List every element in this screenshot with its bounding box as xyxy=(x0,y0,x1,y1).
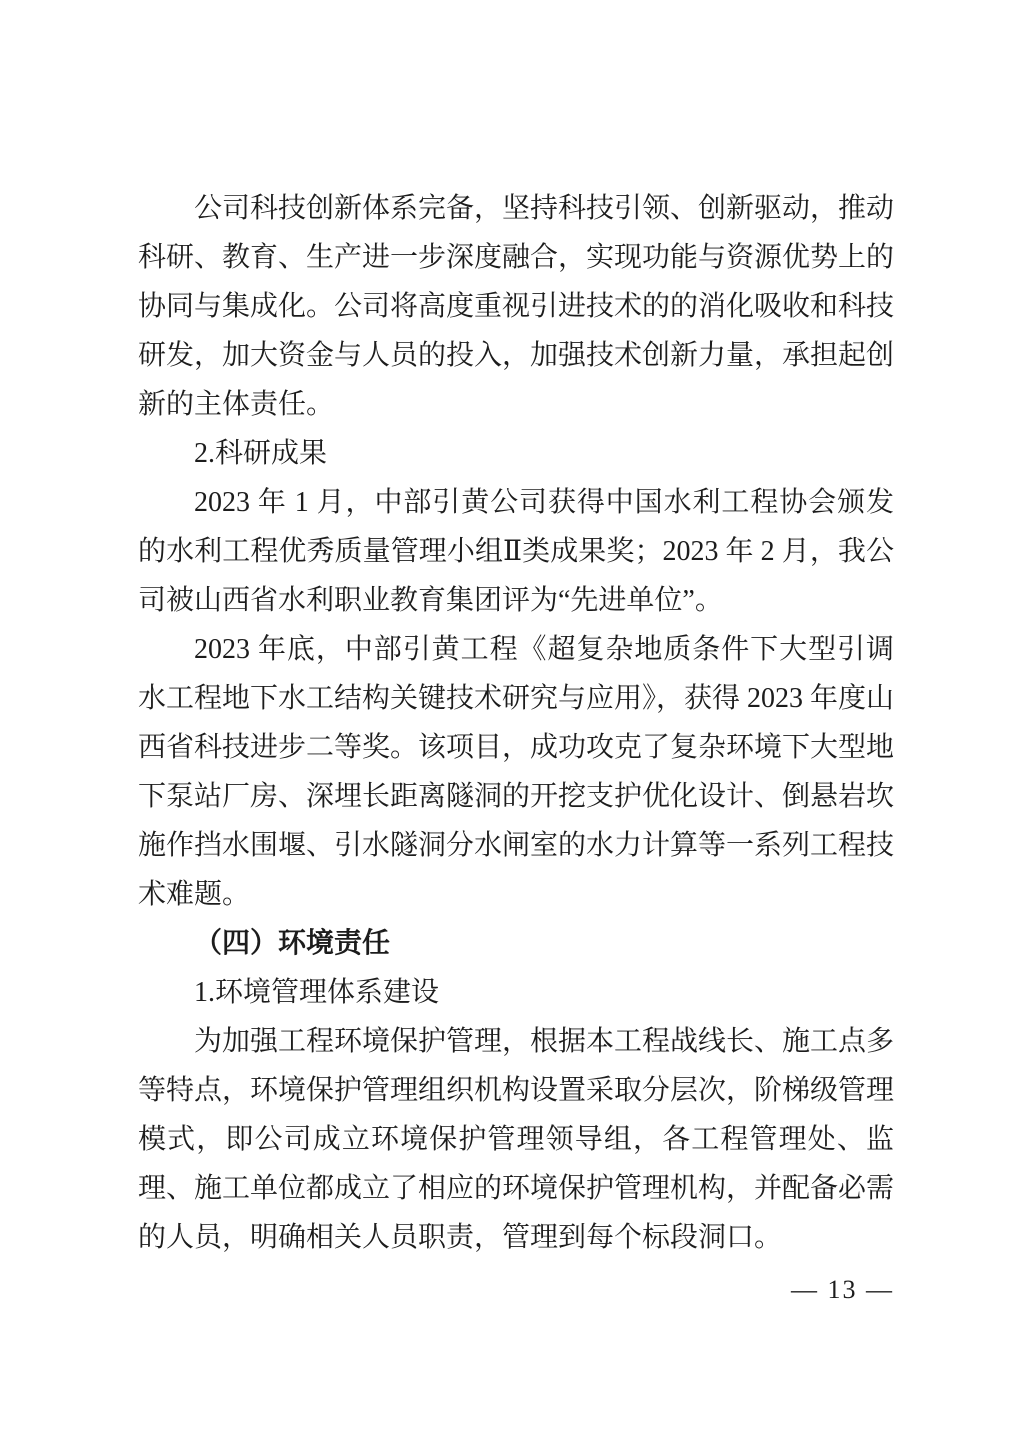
paragraph-environment-management: 为加强工程环境保护管理，根据本工程战线长、施工点多等特点，环境保护管理组织机构设置采取分层次，阶梯级管理模式，即公司成立环境保护管理领导组，各工程管理处、监理、施工单位都成立了相应的环境保护管理机构，并配备必需的人员，明确相关人员职责，管理到每个标段洞口。 xyxy=(138,1026,895,1253)
paragraph-science-innovation-system: 公司科技创新体系完备，坚持科技引领、创新驱动，推动科研、教育、生产进一步深度融合，实现功能与资源优势上的协同与集成化。公司将高度重视引进技术的的消化吸收和科技研发，加大资金与人员的投入，加强技术创新力量，承担起创新的主体责任。 xyxy=(138,193,895,420)
paragraph-awards-2023: 2023 年 1 月，中部引黄公司获得中国水利工程协会颁发的水利工程优秀质量管理小组Ⅱ类成果奖；2023 年 2 月，我公司被山西省水利职业教育集团评为“先进单位”。 xyxy=(138,487,894,616)
paragraph-science-progress-award: 2023 年底，中部引黄工程《超复杂地质条件下大型引调水工程地下水工结构关键技术研究与应用》，获得 2023 年度山西省科技进步二等奖。该项目，成功攻克了复杂环境下大型地下泵站厂房、深埋长距离隧洞的开挖支护优化设计、倒悬岩坎施作挡水围堰、引水隧洞分水闸室的水力计算等一系列工程技术难题。 xyxy=(138,634,895,910)
subheading-research-results: 2.科研成果 xyxy=(194,438,328,469)
heading-environment-responsibility: （四）环境责任 xyxy=(194,928,391,959)
page-number: — 13 — xyxy=(791,1275,894,1304)
subheading-environment-management-system: 1.环境管理体系建设 xyxy=(194,977,440,1008)
